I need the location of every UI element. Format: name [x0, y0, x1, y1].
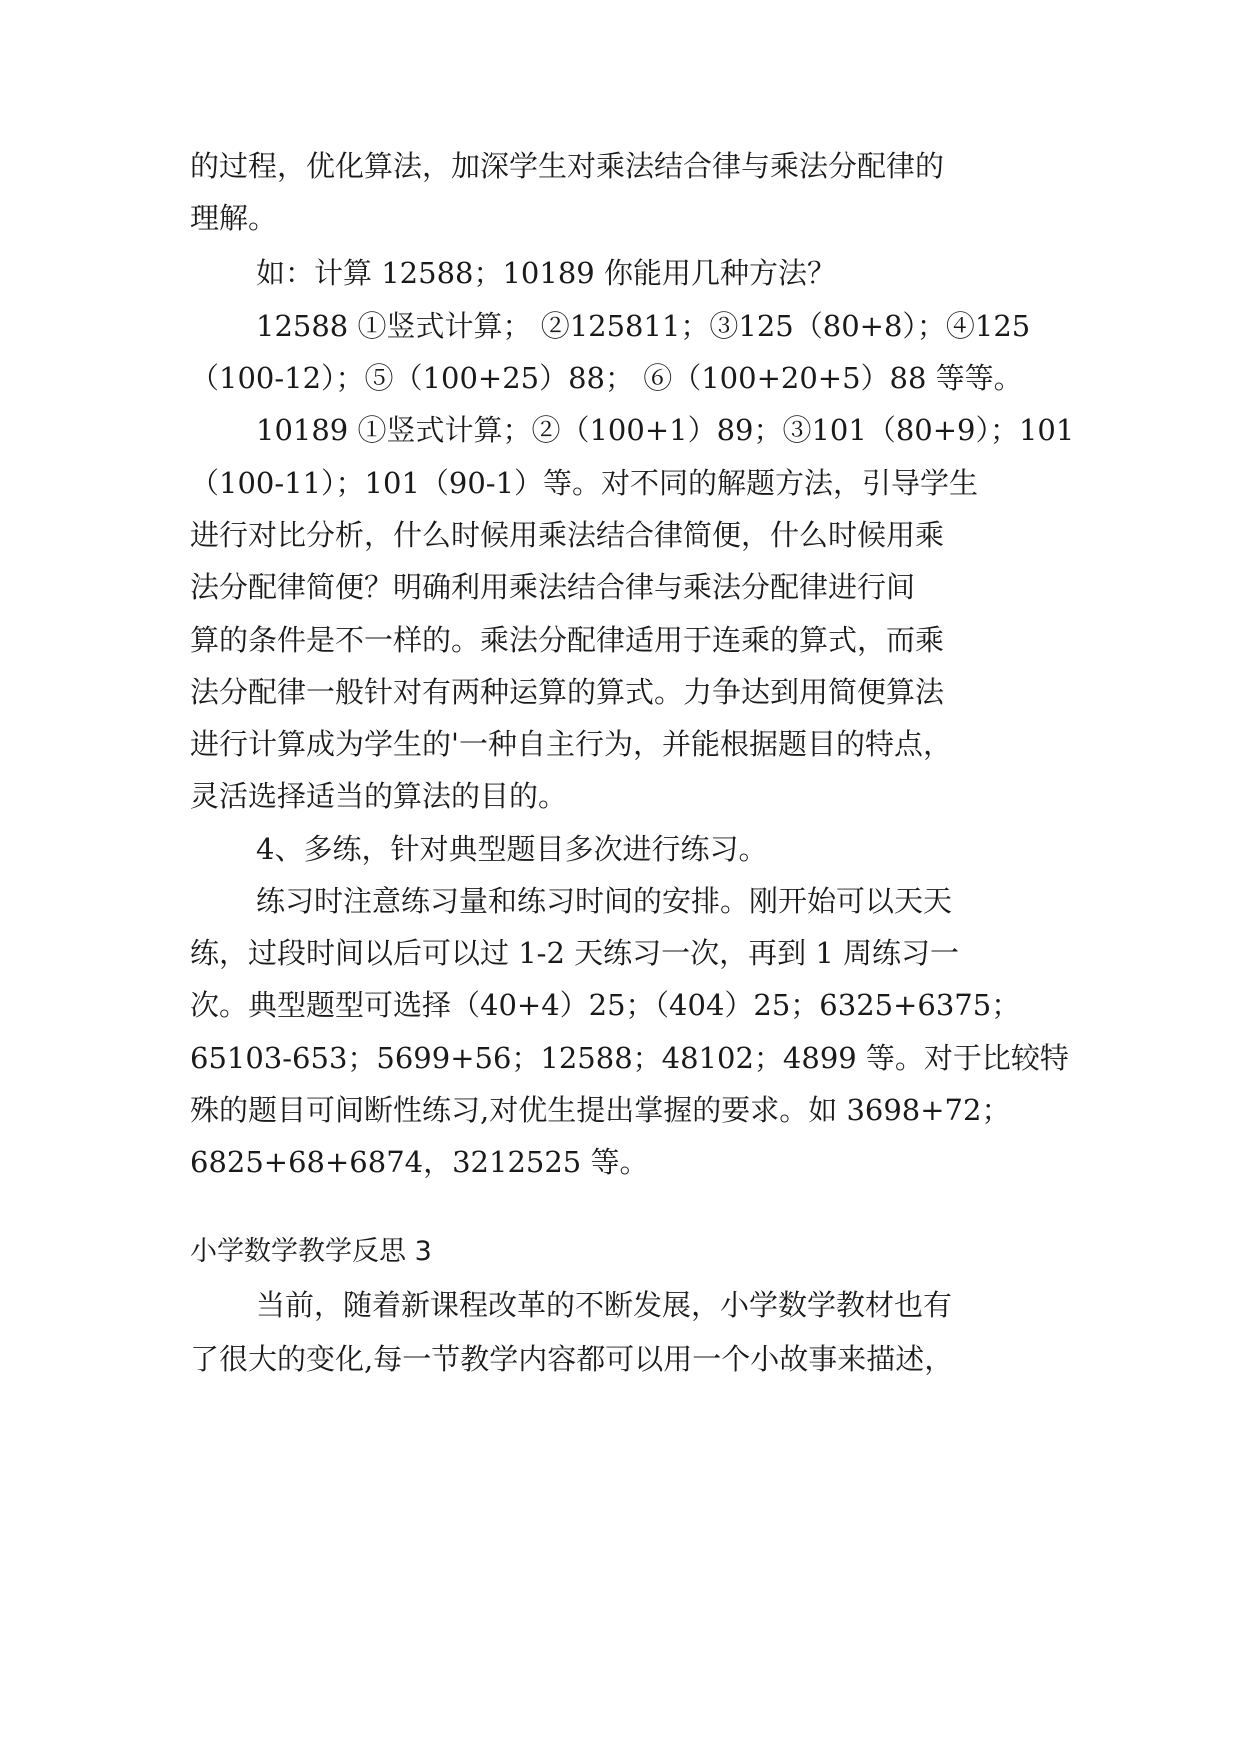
- text-line: 10189 ①竖式计算；②（100+1）89；③101（80+9）；101: [256, 413, 1075, 447]
- text-line: 练，过段时间以后可以过 1-2 天练习一次，再到 1 周练习一: [190, 936, 960, 970]
- text-line: 法分配律简便？明确利用乘法结合律与乘法分配律进行间: [190, 570, 916, 604]
- text-line: 殊的题目可间断性练习,对优生提出掌握的要求。如 3698+72；: [190, 1093, 1011, 1127]
- text-line: 理解。: [190, 201, 278, 235]
- text-line: 算的条件是不一样的。乘法分配律适用于连乘的算式，而乘: [190, 623, 945, 657]
- text-line: 的过程，优化算法，加深学生对乘法结合律与乘法分配律的: [190, 149, 945, 183]
- text-line: 灵活选择适当的算法的目的。: [190, 779, 568, 813]
- text-line: 法分配律一般针对有两种运算的算式。力争达到用简便算法: [190, 675, 945, 709]
- text-line: 4、多练，针对典型题目多次进行练习。: [256, 832, 768, 866]
- text-line: 次。典型题型可选择（40+4）25；（404）25；6325+6375；: [190, 988, 1021, 1022]
- text-line: 65103-653；5699+56；12588；48102；4899 等。对于比较特: [190, 1041, 1069, 1075]
- text-line: （100-12）；⑤（100+25）88； ⑥（100+20+5）88 等等。: [190, 361, 1023, 395]
- text-line: 如：计算 12588；10189 你能用几种方法？: [256, 256, 836, 290]
- text-line: 当前，随着新课程改革的不断发展，小学数学教材也有: [256, 1288, 953, 1322]
- text-line: 进行对比分析，什么时候用乘法结合律简便，什么时候用乘: [190, 518, 945, 552]
- text-line: 进行计算成为学生的'一种自主行为，并能根据题目的特点，: [190, 727, 952, 761]
- text-line: 练习时注意练习量和练习时间的安排。刚开始可以天天: [256, 884, 953, 918]
- text-line: 12588 ①竖式计算； ②125811；③125（80+8）；④125: [256, 309, 1031, 343]
- text-line: （100-11）；101（90-1）等。对不同的解题方法，引导学生: [190, 466, 979, 500]
- section-heading: 小学数学教学反思 3: [190, 1236, 432, 1267]
- text-line: 了很大的变化,每一节教学内容都可以用一个小故事来描述，: [190, 1342, 954, 1376]
- text-line: 6825+68+6874，3212525 等。: [190, 1145, 649, 1179]
